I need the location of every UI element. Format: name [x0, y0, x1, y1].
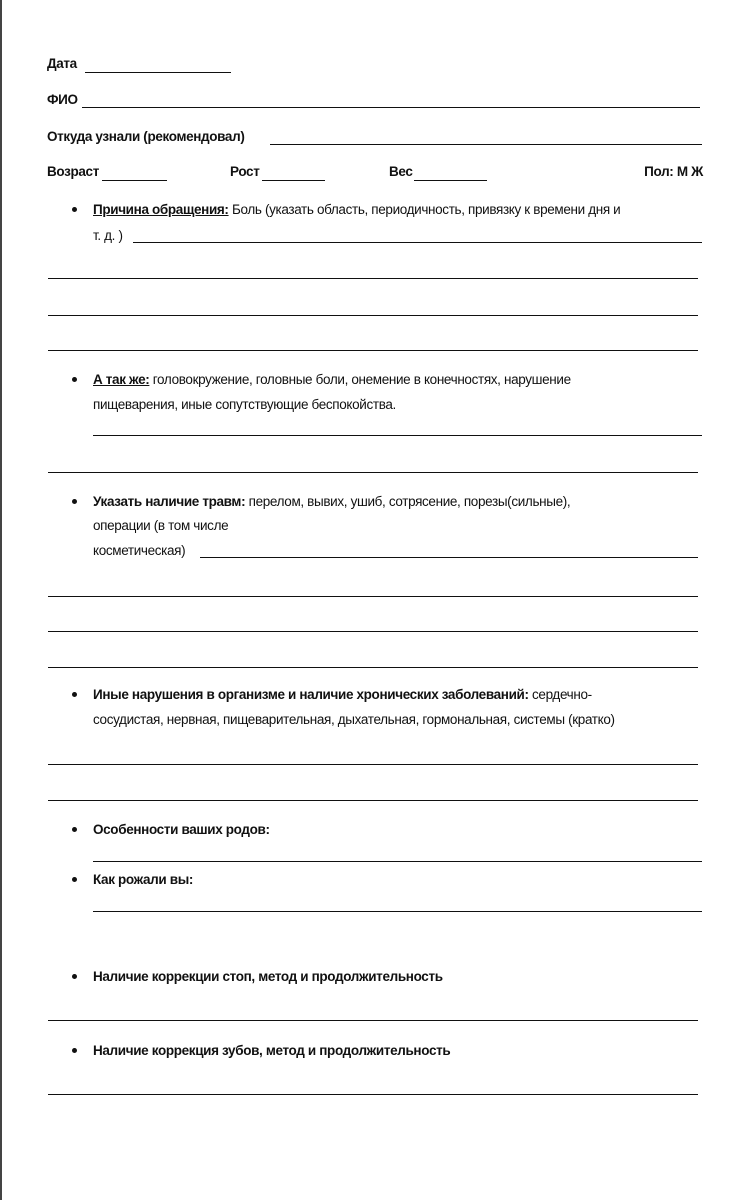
answer-line[interactable] — [48, 472, 698, 473]
name-field[interactable] — [82, 107, 700, 108]
sex-label: Пол: М Ж — [644, 164, 703, 179]
answer-line[interactable] — [48, 764, 698, 765]
height-field[interactable] — [262, 180, 325, 181]
answer-line[interactable] — [48, 667, 698, 668]
also-text2: пищеварения, иные сопутствующие беспокойства. — [93, 397, 396, 412]
also-line1 — [93, 371, 571, 389]
date-field[interactable] — [85, 72, 231, 73]
injuries-text3: косметическая) — [93, 543, 186, 558]
answer-line[interactable] — [48, 631, 698, 632]
answer-line[interactable] — [48, 1094, 698, 1095]
injuries-line1 — [93, 493, 570, 511]
height-label: Рост — [230, 164, 260, 179]
referral-label: Откуда узнали (рекомендовал) — [47, 129, 245, 144]
bullet-icon — [72, 827, 77, 832]
referral-field[interactable] — [270, 144, 702, 145]
injuries-text2: операции (в том числе — [93, 518, 229, 533]
bullet-icon — [72, 499, 77, 504]
reason-line1 — [93, 201, 620, 219]
weight-field[interactable] — [414, 180, 487, 181]
reason-text: Боль (указать область, периодичность, привязку к времени дня и — [228, 202, 621, 217]
name-label: ФИО — [47, 92, 78, 107]
answer-line[interactable] — [48, 315, 698, 316]
answer-line[interactable] — [48, 800, 698, 801]
teeth-title: Наличие коррекция зубов, метод и продолжительность — [93, 1043, 451, 1058]
weight-label: Вес — [389, 164, 413, 179]
also-text: головокружение, головные боли, онемение в конечностях, нарушение — [149, 372, 571, 387]
injuries-title: Указать наличие травм: — [93, 494, 246, 509]
reason-text2: т. д. ) — [93, 228, 123, 243]
chronic-text: сердечно- — [528, 687, 592, 702]
answer-line[interactable] — [93, 911, 702, 912]
chronic-text2: сосудистая, нервная, пищеварительная, дыхательная, гормональная, системы (кратко) — [93, 712, 615, 727]
answer-line[interactable] — [48, 596, 698, 597]
reason-field[interactable] — [133, 242, 702, 243]
chronic-title: Иные нарушения в организме и наличие хронических заболеваний: — [93, 687, 529, 702]
injuries-text: перелом, вывих, ушиб, сотрясение, порезы(сильные), — [245, 494, 571, 509]
bullet-icon — [72, 1048, 77, 1053]
answer-line[interactable] — [48, 350, 698, 351]
bullet-icon — [72, 692, 77, 697]
date-label: Дата — [47, 56, 77, 71]
birth-features-title: Особенности ваших родов: — [93, 822, 270, 837]
bullet-icon — [72, 377, 77, 382]
how-born-title: Как рожали вы: — [93, 872, 194, 887]
bullet-icon — [72, 877, 77, 882]
answer-line[interactable] — [48, 278, 698, 279]
answer-line[interactable] — [93, 861, 702, 862]
answer-line[interactable] — [48, 1020, 698, 1021]
also-title: А так же: — [93, 372, 150, 387]
reason-title: Причина обращения: — [93, 202, 229, 217]
feet-title: Наличие коррекции стоп, метод и продолжительность — [93, 969, 443, 984]
bullet-icon — [72, 974, 77, 979]
bullet-icon — [72, 207, 77, 212]
injuries-field[interactable] — [200, 557, 698, 558]
age-label: Возраст — [47, 164, 99, 179]
chronic-line1 — [93, 686, 592, 704]
page-edge — [0, 0, 2, 1200]
age-field[interactable] — [102, 180, 167, 181]
answer-line[interactable] — [93, 435, 702, 436]
